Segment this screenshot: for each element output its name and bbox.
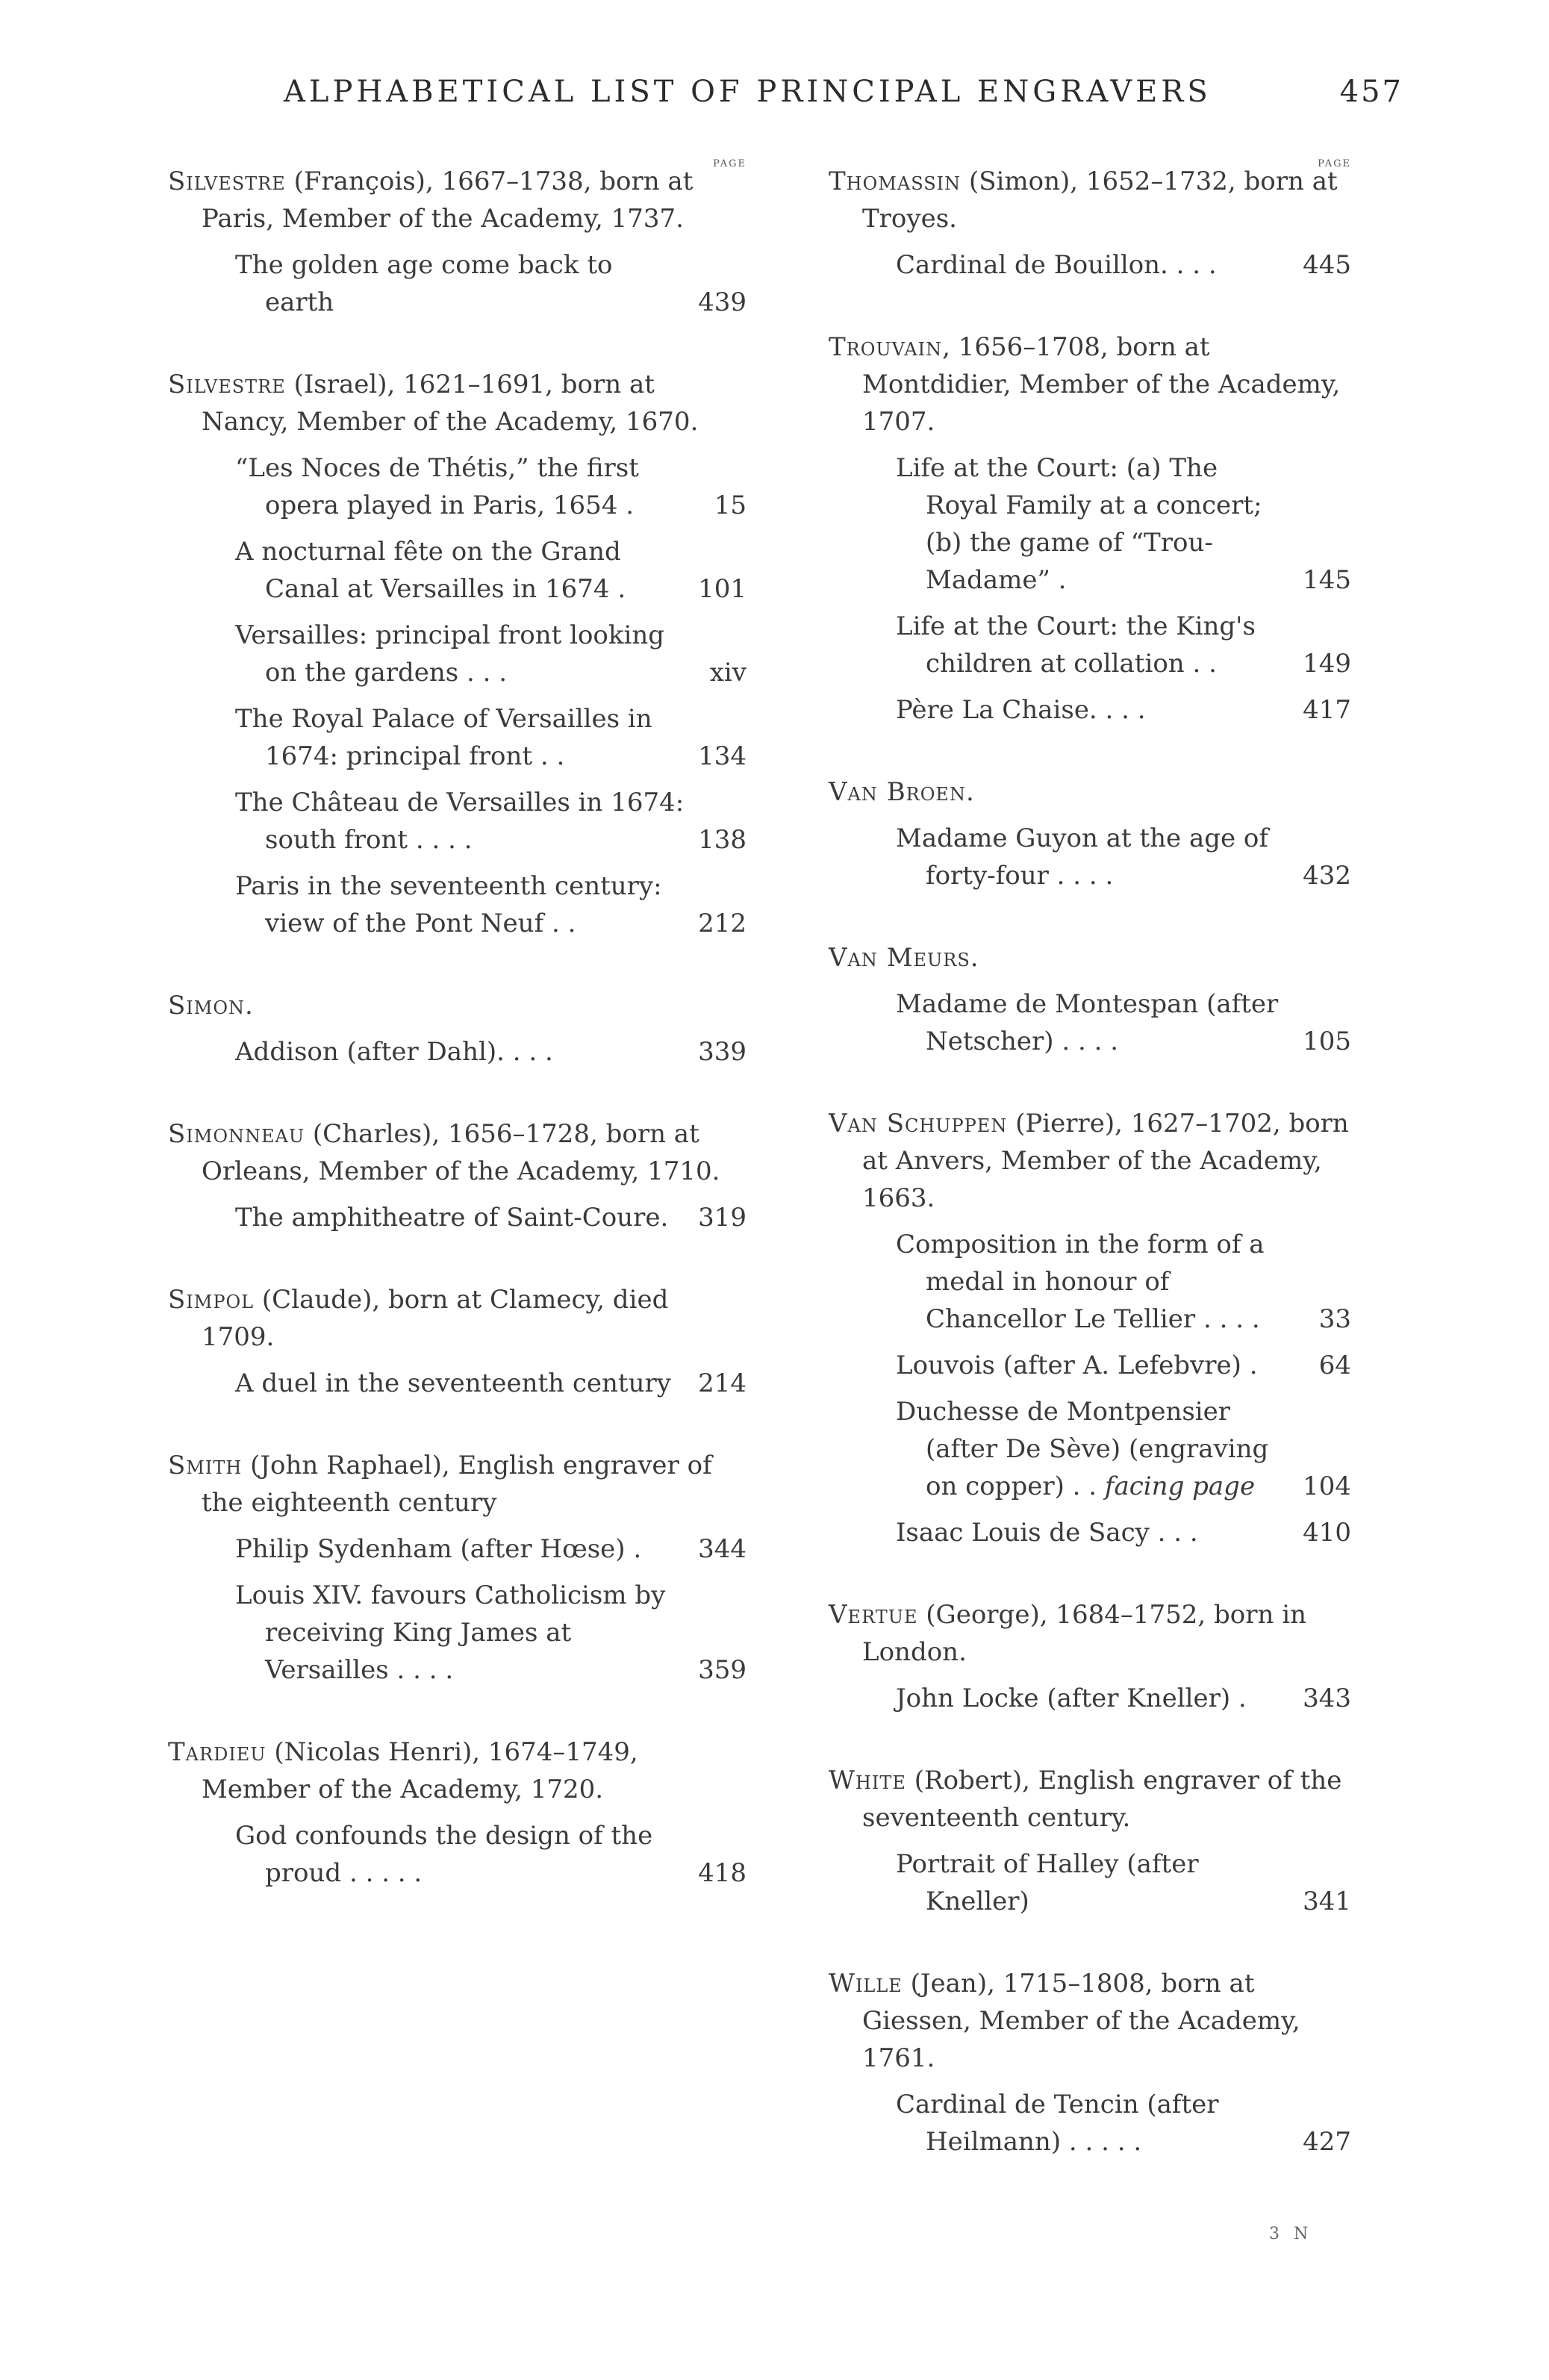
page-reference: 33 [1318, 1304, 1351, 1334]
engraver-name: Silvestre [168, 166, 286, 196]
work-title [168, 784, 687, 859]
engraver-heading [829, 1965, 1351, 2077]
page-reference: 445 [1303, 250, 1351, 280]
engraver-entry [168, 1733, 747, 1892]
work-item [829, 985, 1351, 1060]
engraver-name: Smith [168, 1451, 243, 1480]
engraver-entry [168, 163, 747, 321]
work-item [168, 1033, 747, 1071]
engraver-entry [829, 328, 1351, 729]
page-reference: xiv [709, 658, 747, 688]
page-reference: 134 [698, 741, 747, 771]
engraver-entry [829, 773, 1351, 894]
page-column-label: PAGE [1318, 158, 1351, 169]
work-item [829, 1226, 1351, 1338]
work-title-text: Cardinal de Bouillon. . . . [896, 250, 1217, 280]
work-title-text: Addison (after Dahl). . . . [235, 1037, 553, 1067]
work-item [829, 608, 1351, 682]
engraver-heading [829, 163, 1351, 237]
engraver-heading [168, 163, 747, 237]
work-item [168, 1577, 747, 1689]
page-reference: 212 [698, 909, 747, 938]
work-title-text: John Locke (after Kneller) . [896, 1683, 1247, 1713]
work-title [829, 1393, 1291, 1505]
work-item [829, 1393, 1351, 1505]
page-reference: 339 [698, 1037, 747, 1067]
engraver-entry [829, 1596, 1351, 1717]
work-title [168, 1577, 687, 1689]
work-item [829, 691, 1351, 729]
work-item [168, 700, 747, 775]
engraver-entry [829, 939, 1351, 1060]
engraver-entry [168, 1281, 747, 1402]
engraver-details: , 1656–1708, born at Montdidier, Member of the Academy, 1707. [862, 332, 1341, 437]
work-title-text: Madame Guyon at the age of forty-four . . . . [896, 823, 1268, 891]
engraver-details: (George), 1684–1752, born in London. [862, 1600, 1306, 1667]
work-item [829, 820, 1351, 894]
work-item [168, 784, 747, 859]
engraver-details: (John Raphael), English engraver of the eighteenth century [202, 1451, 712, 1518]
work-item [829, 1845, 1351, 1920]
engraver-name: Tardieu [168, 1737, 267, 1767]
page-reference: 319 [698, 1203, 747, 1233]
work-title-text: Composition in the form of a medal in honour of Chancellor Le Tellier . . . . [896, 1230, 1265, 1334]
work-item [168, 449, 747, 524]
engraver-name: Wille [829, 1969, 903, 1999]
work-item [829, 2086, 1351, 2161]
page-reference: 359 [698, 1655, 747, 1685]
engraver-heading [829, 939, 1351, 976]
left-entries [168, 163, 747, 1892]
work-title [829, 985, 1291, 1060]
work-title-text: Philip Sydenham (after Hœse) . [235, 1534, 642, 1564]
engraver-details: (Pierre), 1627–1702, born at Anvers, Member of the Academy, 1663. [862, 1109, 1349, 1213]
work-title [829, 1514, 1291, 1551]
engraver-entry [168, 987, 747, 1071]
work-title [168, 246, 687, 321]
engraver-details: (Nicolas Henri), 1674–1749, Member of the Academy, 1720. [202, 1737, 638, 1804]
engraver-entry [168, 1447, 747, 1689]
work-item [168, 1365, 747, 1402]
work-item [168, 617, 747, 691]
engraver-heading [168, 1447, 747, 1521]
work-title-text: Portrait of Halley (after Kneller) [896, 1849, 1199, 1916]
page-number: 457 [1339, 75, 1403, 109]
work-title [829, 820, 1291, 894]
engraver-name: Thomassin [829, 166, 961, 196]
work-item [168, 1530, 747, 1568]
work-title [168, 867, 687, 942]
work-title [168, 1033, 687, 1071]
engraver-heading [168, 1115, 747, 1190]
engraver-name: Simonneau [168, 1119, 305, 1149]
engraver-heading [168, 1281, 747, 1356]
engraver-name: Van Meurs. [829, 943, 979, 973]
work-title [168, 533, 687, 608]
work-item [168, 246, 747, 321]
engraver-name: Simpol [168, 1285, 255, 1315]
work-title [168, 617, 687, 691]
page-reference: 15 [714, 490, 747, 520]
work-title-text: The golden age come back to earth [235, 250, 613, 317]
engraver-details: (Jean), 1715–1808, born at Giessen, Member of the Academy, 1761. [862, 1969, 1300, 2073]
work-item [829, 1347, 1351, 1384]
engraver-details: (Robert), English engraver of the seventeenth century. [862, 1766, 1342, 1833]
work-title-text: Life at the Court: (a) The Royal Family at a concert; (b) the game of “Trou-Madame” . [896, 453, 1262, 595]
page-reference: 145 [1303, 565, 1351, 595]
engraver-heading [829, 1596, 1351, 1671]
work-title-text: Louis XIV. favours Catholicism by receiving King James at Versailles . . . . [235, 1580, 666, 1685]
work-title [829, 1226, 1291, 1338]
work-title [168, 1817, 687, 1892]
engraver-heading [168, 1733, 747, 1808]
work-item [829, 1680, 1351, 1717]
work-title [829, 608, 1291, 682]
left-column [168, 157, 747, 1937]
work-title-text: Paris in the seventeenth century: view of the Pont Neuf . . [235, 871, 662, 938]
page-reference: 104 [1303, 1471, 1351, 1501]
engraver-details: (Claude), born at Clamecy, died 1709. [202, 1285, 669, 1352]
work-title-text: The amphitheatre of Saint-Coure. [235, 1203, 669, 1233]
page-reference: 105 [1303, 1027, 1351, 1056]
page-column-label: PAGE [713, 158, 747, 169]
page-reference: 101 [698, 574, 747, 604]
page-reference: 427 [1303, 2127, 1351, 2157]
work-title [829, 691, 1291, 729]
work-title [829, 1845, 1291, 1920]
page-reference: 417 [1303, 695, 1351, 725]
page-reference: 214 [698, 1368, 747, 1398]
engraver-name: White [829, 1766, 906, 1795]
engraver-details: (Israel), 1621–1691, born at Nancy, Member of the Academy, 1670. [202, 370, 699, 437]
page-reference: 439 [698, 287, 747, 317]
work-title-text: God confounds the design of the proud . . . . . [235, 1821, 653, 1888]
work-title [168, 1199, 687, 1236]
work-title-text: Cardinal de Tencin (after Heilmann) . . . . . [896, 2090, 1219, 2157]
engraver-heading [829, 1105, 1351, 1217]
engraver-heading [829, 773, 1351, 811]
right-entries [829, 163, 1351, 2161]
work-title-text: The Château de Versailles in 1674: south front . . . . [235, 788, 685, 855]
work-title-text: Life at the Court: the King's children at collation . . [896, 611, 1256, 679]
work-title [168, 1365, 687, 1402]
engraver-entry [829, 1105, 1351, 1551]
engraver-details: (Charles), 1656–1728, born at Orleans, Member of the Academy, 1710. [202, 1119, 720, 1186]
engraver-entry [829, 1965, 1351, 2161]
work-title-text: “Les Noces de Thétis,” the first opera played in Paris, 1654 . [235, 453, 639, 520]
engraver-name: Simon. [168, 991, 254, 1021]
work-title [829, 449, 1291, 599]
work-title [168, 1530, 687, 1568]
page-reference: 344 [698, 1534, 747, 1564]
engraver-heading [168, 366, 747, 440]
work-item [168, 1199, 747, 1236]
work-item [168, 867, 747, 942]
engraver-heading [829, 1762, 1351, 1837]
engraver-heading [168, 987, 747, 1024]
work-item [829, 246, 1351, 284]
work-title-text: A duel in the seventeenth century [235, 1368, 671, 1398]
engraver-name: Van Schuppen [829, 1109, 1008, 1138]
work-item [829, 1514, 1351, 1551]
engraver-details: (François), 1667–1738, born at Paris, Member of the Academy, 1737. [202, 166, 694, 234]
engraver-details: (Simon), 1652–1732, born at Troyes. [862, 166, 1338, 234]
engraver-name: Trouvain [829, 332, 943, 362]
work-title [829, 2086, 1291, 2161]
engraver-name: Van Broen. [829, 777, 975, 807]
engraver-name: Silvestre [168, 370, 286, 399]
work-item [829, 449, 1351, 599]
work-title-text: Père La Chaise. . . . [896, 695, 1146, 725]
page-reference: 64 [1318, 1351, 1351, 1380]
signature-mark: 3 N [1269, 2225, 1313, 2243]
engraver-entry [168, 366, 747, 942]
work-title-text: The Royal Palace of Versailles in 1674: principal front . . [235, 704, 652, 771]
page-reference: 410 [1303, 1518, 1351, 1548]
running-head [284, 75, 1403, 109]
work-title-text: Versailles: principal front looking on the gardens . . . [235, 620, 665, 688]
facing-page-note: facing page [1104, 1471, 1256, 1501]
page-reference: 341 [1303, 1887, 1351, 1916]
work-title [829, 1680, 1291, 1717]
engraver-entry [829, 163, 1351, 284]
work-title-text: Duchesse de Montpensier (after De Sève) (engraving on copper) . . [896, 1397, 1269, 1501]
work-item [168, 1817, 747, 1892]
engraver-heading [829, 328, 1351, 440]
work-title-text: Louvois (after A. Lefebvre) . [896, 1351, 1258, 1380]
work-title [829, 246, 1291, 284]
page-reference: 343 [1303, 1683, 1351, 1713]
work-item [168, 533, 747, 608]
work-title [168, 449, 687, 524]
right-column [829, 157, 1351, 2205]
engraver-entry [829, 1762, 1351, 1920]
work-title [168, 700, 687, 775]
work-title-text: Isaac Louis de Sacy . . . [896, 1518, 1198, 1548]
work-title-text: Madame de Montespan (after Netscher) . . . . [896, 989, 1279, 1056]
page-reference: 418 [698, 1858, 747, 1888]
page-reference: 149 [1303, 649, 1351, 679]
work-title [829, 1347, 1291, 1384]
page-reference: 432 [1303, 861, 1351, 891]
page-title: ALPHABETICAL LIST OF PRINCIPAL ENGRAVERS [284, 75, 1212, 109]
engraver-entry [168, 1115, 747, 1236]
engraver-name: Vertue [829, 1600, 918, 1630]
page-reference: 138 [698, 825, 747, 855]
work-title-text: A nocturnal fête on the Grand Canal at Versailles in 1674 . [235, 537, 626, 604]
